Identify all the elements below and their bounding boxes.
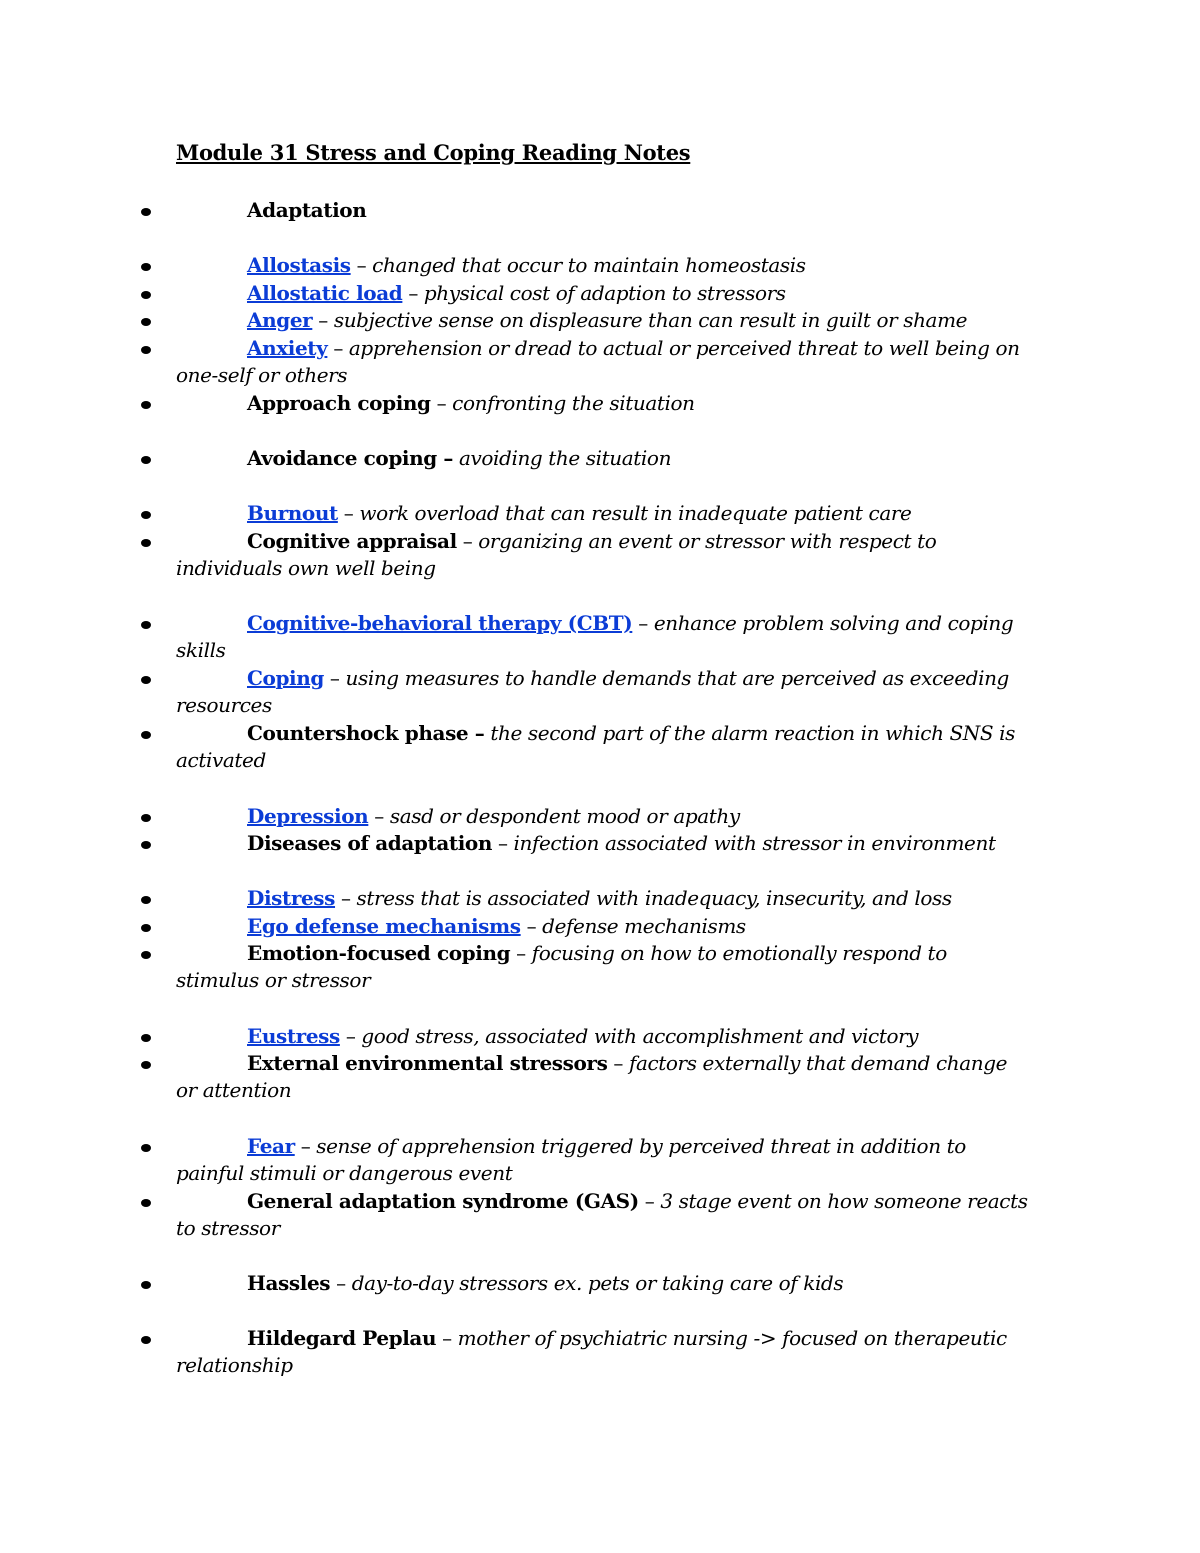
definition-text: work overload that can result in inadequate patient care	[359, 501, 912, 525]
entry-continuation-line	[176, 362, 347, 389]
entry-line	[247, 1133, 966, 1160]
definition-text: sense of apprehension triggered by perceived threat in addition to	[316, 1134, 966, 1158]
separator: –	[335, 886, 357, 910]
bullet-icon	[141, 1144, 151, 1152]
separator: –	[436, 1326, 458, 1350]
definition-text: stress that is associated with inadequacy, insecurity, and loss	[356, 886, 952, 910]
term-link[interactable]: Eustress	[247, 1024, 340, 1048]
entry-continuation-line	[176, 637, 225, 664]
term-link[interactable]: Burnout	[247, 501, 338, 525]
definition-text: enhance problem solving and coping	[653, 611, 1014, 635]
term-label: Hildegard Peplau	[247, 1326, 437, 1350]
entry-line	[247, 885, 952, 912]
definition-text: good stress, associated with accomplishment and victory	[361, 1024, 919, 1048]
entry-line	[247, 665, 1009, 692]
separator: –	[456, 529, 479, 553]
term-label: External environmental stressors	[247, 1051, 608, 1075]
entry-line	[247, 940, 947, 967]
term-link[interactable]: Anger	[247, 308, 313, 332]
definition-text: one-self or others	[176, 363, 348, 387]
entry-line	[247, 610, 1013, 637]
definition-text: apprehension or dread to actual or perceived threat to well being on	[348, 336, 1020, 360]
entry-continuation-line	[176, 1215, 280, 1242]
separator: –	[327, 336, 349, 360]
separator: –	[607, 1051, 629, 1075]
entry-line	[247, 1270, 843, 1297]
definition-text: subjective sense on displeasure than can result in guilt or shame	[333, 308, 968, 332]
bullet-icon	[141, 1061, 151, 1069]
separator: –	[337, 501, 360, 525]
separator: –	[520, 914, 543, 938]
definition-text: avoiding the situation	[458, 446, 672, 470]
term-label: Cognitive appraisal	[247, 529, 457, 553]
definition-text: day-to-day stressors ex. pets or taking care of kids	[351, 1271, 844, 1295]
definition-text: stimulus or stressor	[176, 968, 371, 992]
definition-text: organizing an event or stressor with respect to	[478, 529, 937, 553]
entry-line	[247, 1050, 1007, 1077]
entry-line	[247, 390, 695, 417]
entry-line	[247, 445, 671, 472]
entry-line	[247, 280, 786, 307]
definition-text: focusing on how to emotionally respond to	[531, 941, 947, 965]
entry-line	[247, 307, 967, 334]
separator: –	[339, 1024, 362, 1048]
bullet-icon	[141, 456, 151, 464]
entry-continuation-line	[176, 555, 436, 582]
definition-text: 3 stage event on how someone reacts	[660, 1189, 1028, 1213]
bullet-icon	[141, 346, 151, 354]
separator: –	[312, 308, 334, 332]
separator: –	[294, 1134, 317, 1158]
term-label: Hassles	[247, 1271, 331, 1295]
separator: –	[492, 831, 514, 855]
definition-text: mother of psychiatric nursing -> focused on therapeutic	[457, 1326, 1007, 1350]
entry-continuation-line	[176, 967, 370, 994]
bullet-icon	[141, 539, 151, 547]
definition-text: using measures to handle demands that are perceived as exceeding	[345, 666, 1009, 690]
bullet-icon	[141, 896, 151, 904]
term-label: Countershock phase –	[247, 721, 485, 745]
term-link[interactable]: Allostatic load	[247, 281, 403, 305]
definition-text: activated	[176, 748, 266, 772]
separator: –	[323, 666, 346, 690]
entry-line	[247, 197, 366, 224]
term-link[interactable]: Distress	[247, 886, 336, 910]
entry-line	[247, 830, 996, 857]
definition-text: relationship	[176, 1353, 293, 1377]
bullet-icon	[141, 263, 151, 271]
definition-text: individuals own well being	[176, 556, 436, 580]
term-label: Diseases of adaptation	[247, 831, 492, 855]
separator: –	[638, 1189, 661, 1213]
term-link[interactable]: Anxiety	[247, 336, 328, 360]
entry-line	[247, 913, 746, 940]
definition-text: skills	[176, 638, 226, 662]
definition-text: defense mechanisms	[542, 914, 746, 938]
separator: –	[350, 253, 373, 277]
bullet-icon	[141, 951, 151, 959]
term-label: General adaptation syndrome (GAS)	[247, 1189, 639, 1213]
bullet-icon	[141, 841, 151, 849]
separator: –	[368, 804, 390, 828]
entry-continuation-line	[176, 692, 272, 719]
entry-continuation-line	[176, 1160, 512, 1187]
term-link[interactable]: Fear	[247, 1134, 295, 1158]
bullet-icon	[141, 1336, 151, 1344]
definition-text: factors externally that demand change	[628, 1051, 1008, 1075]
entry-continuation-line	[176, 1352, 293, 1379]
entry-line	[247, 335, 1020, 362]
term-link[interactable]: Cognitive-behavioral therapy (CBT)	[247, 611, 633, 635]
bullet-icon	[141, 1281, 151, 1289]
bullet-icon	[141, 208, 151, 216]
bullet-icon	[141, 318, 151, 326]
entry-line	[247, 1188, 1028, 1215]
definition-text: confronting the situation	[452, 391, 695, 415]
definition-text: painful stimuli or dangerous event	[176, 1161, 513, 1185]
term-label: Avoidance coping –	[247, 446, 454, 470]
definition-text: or attention	[176, 1078, 292, 1102]
bullet-icon	[141, 814, 151, 822]
definition-text: the second part of the alarm reaction in which SNS is	[490, 721, 1016, 745]
separator: –	[510, 941, 532, 965]
entry-continuation-line	[176, 747, 266, 774]
entry-line	[247, 803, 740, 830]
bullet-icon	[141, 924, 151, 932]
bullet-icon	[141, 676, 151, 684]
entry-line	[247, 720, 1015, 747]
term-label: Emotion-focused coping	[247, 941, 511, 965]
term-link[interactable]: Allostasis	[247, 253, 351, 277]
bullet-icon	[141, 291, 151, 299]
entry-line	[247, 500, 911, 527]
definition-text: to stressor	[176, 1216, 280, 1240]
bullet-icon	[141, 1034, 151, 1042]
bullet-icon	[141, 401, 151, 409]
entry-line	[247, 528, 936, 555]
separator: –	[402, 281, 424, 305]
bullet-icon	[141, 1199, 151, 1207]
bullet-icon	[141, 731, 151, 739]
term-link[interactable]: Ego defense mechanisms	[247, 914, 521, 938]
page-title: Module 31 Stress and Coping Reading Notes	[176, 140, 691, 165]
definition-text: sasd or despondent mood or apathy	[389, 804, 740, 828]
definition-text: physical cost of adaption to stressors	[423, 281, 786, 305]
bullet-icon	[141, 621, 151, 629]
term-link[interactable]: Depression	[247, 804, 369, 828]
separator: –	[632, 611, 654, 635]
term-label: Approach coping	[247, 391, 431, 415]
separator: –	[430, 391, 453, 415]
separator: –	[330, 1271, 352, 1295]
term-link[interactable]: Coping	[247, 666, 324, 690]
definition-text: resources	[176, 693, 272, 717]
definition-text: infection associated with stressor in environment	[513, 831, 996, 855]
entry-line	[247, 252, 806, 279]
entry-line	[247, 1325, 1007, 1352]
entry-continuation-line	[176, 1077, 291, 1104]
definition-text: changed that occur to maintain homeostasis	[372, 253, 806, 277]
bullet-icon	[141, 511, 151, 519]
entry-line	[247, 1023, 918, 1050]
term-label: Adaptation	[247, 198, 367, 222]
